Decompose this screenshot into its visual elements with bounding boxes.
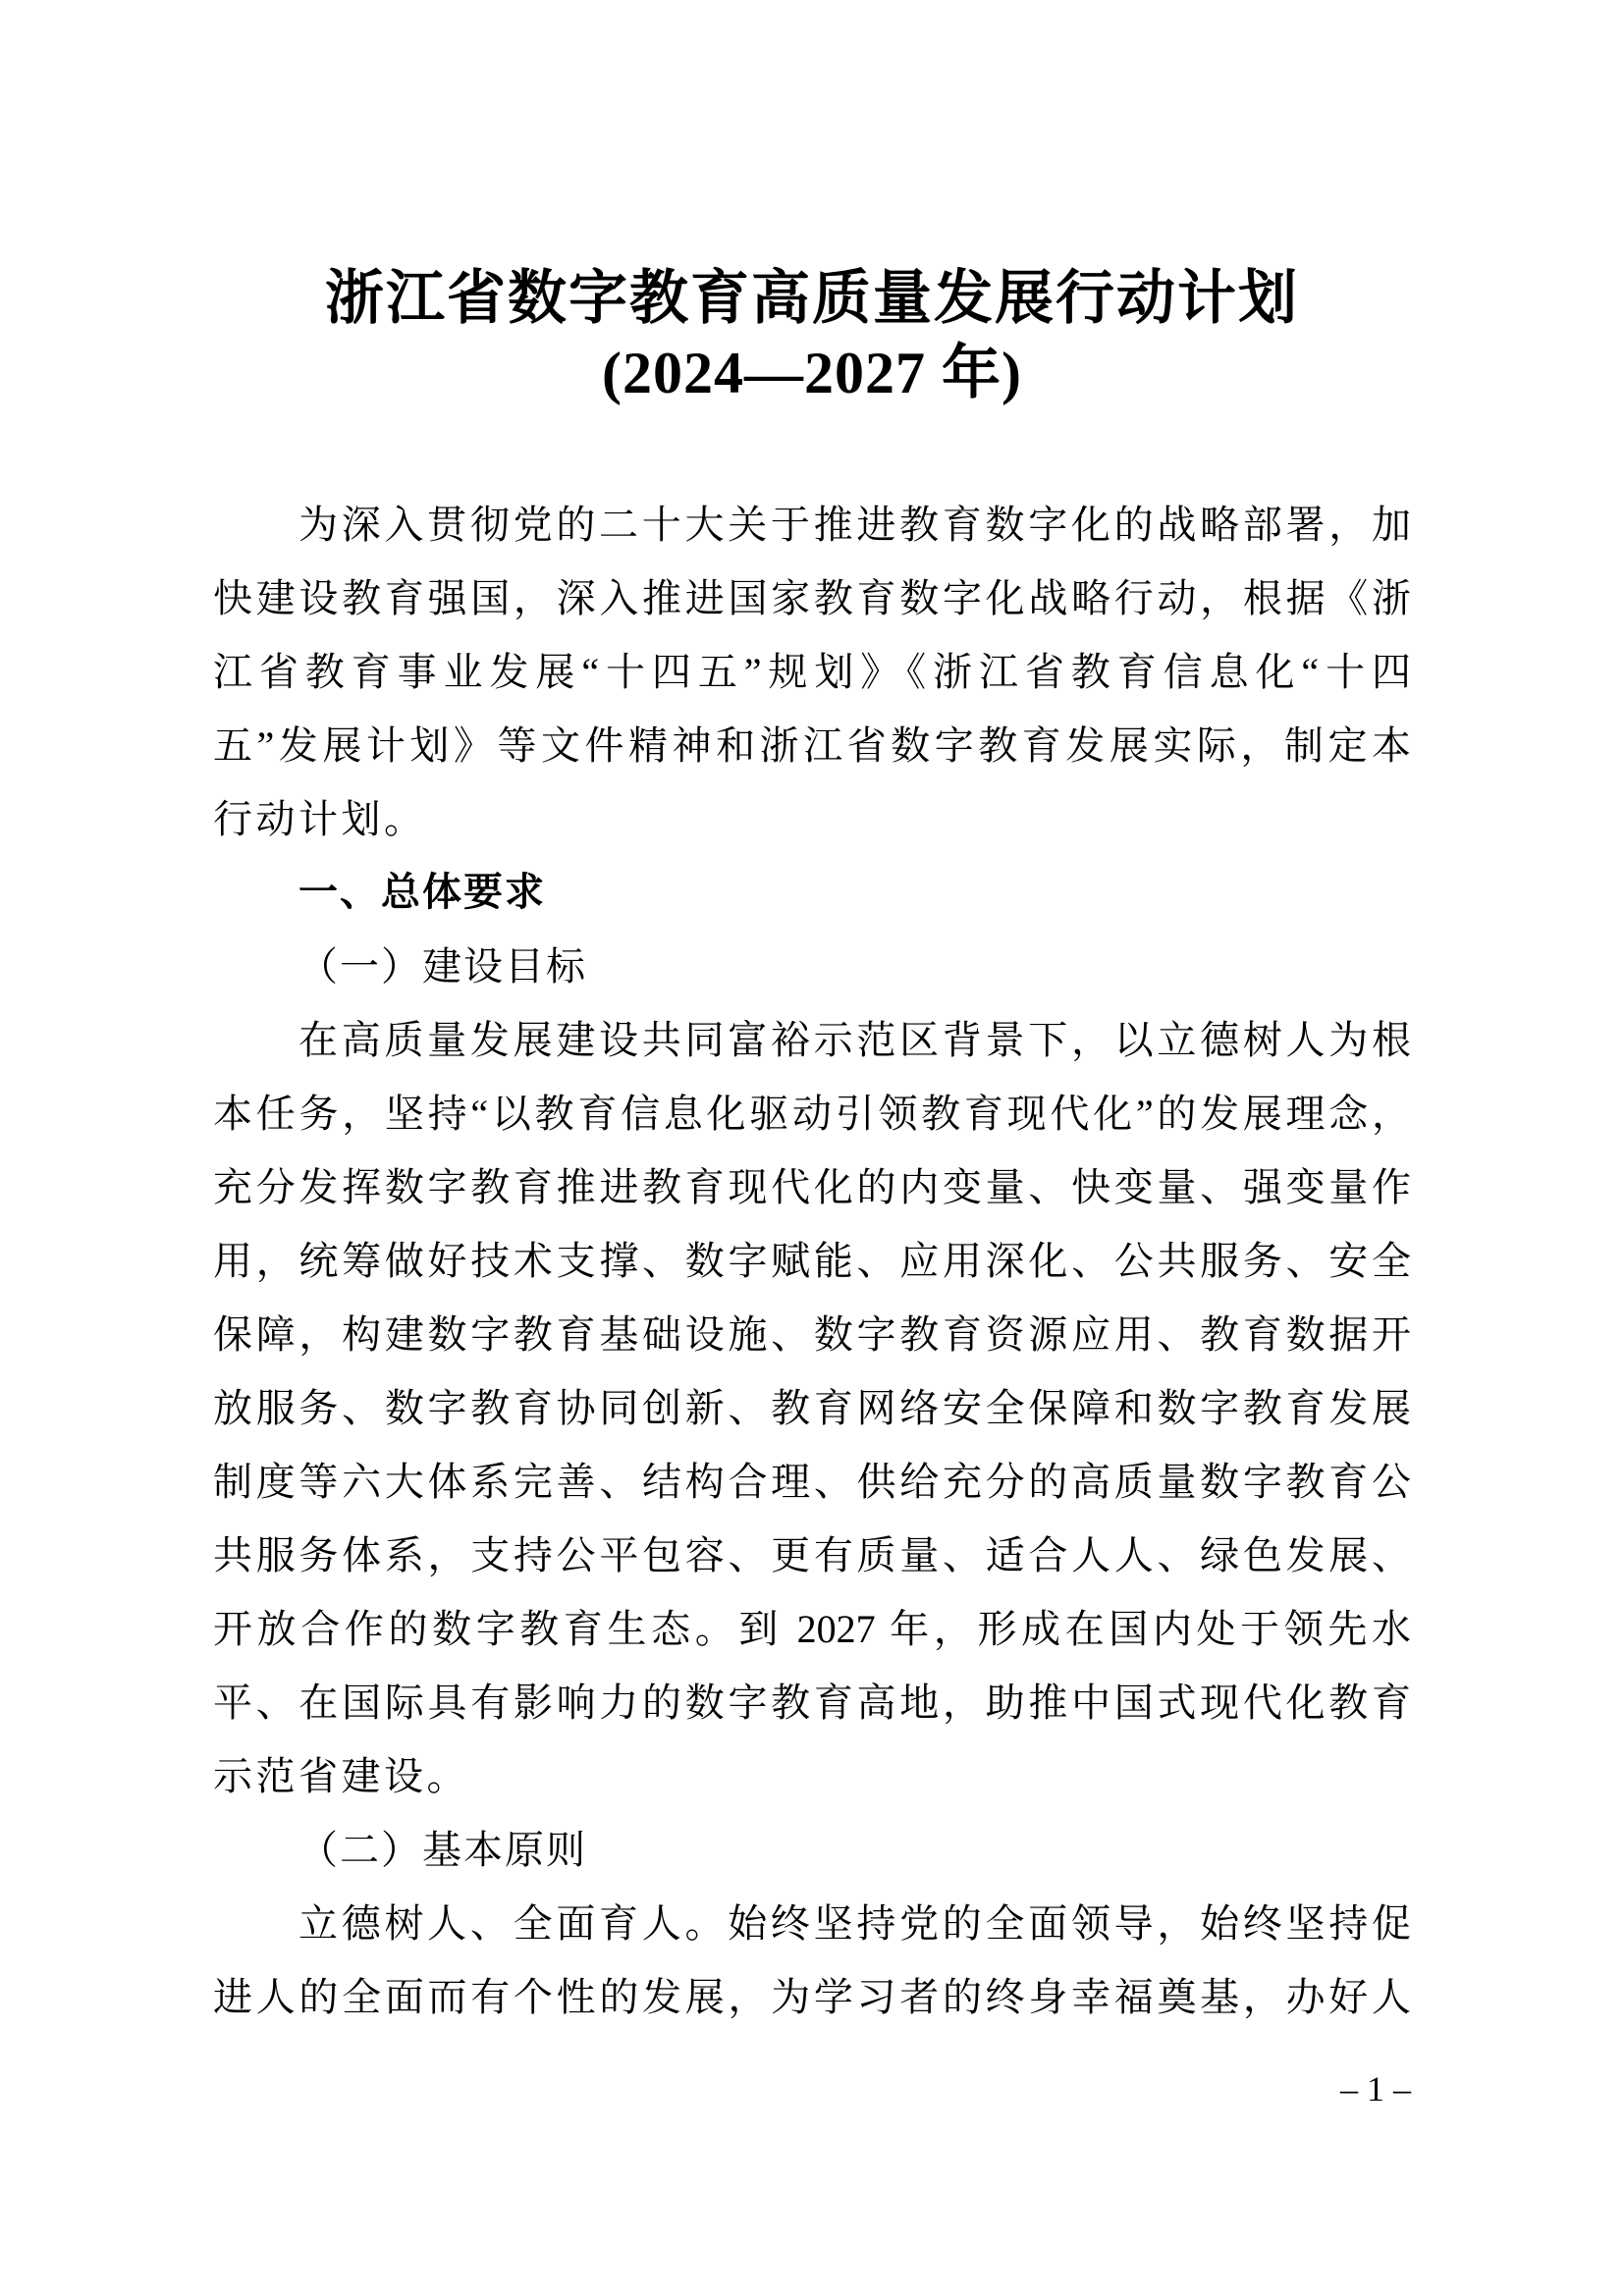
body-line: 江省教育事业发展“十四五”规划》《浙江省教育信息化“十四 [213, 650, 1411, 694]
body-line: 开放合作的数字教育生态。到 2027 年，形成在国内处于领先水 [213, 1607, 1411, 1651]
document-title: 浙江省数字教育高质量发展行动计划 [325, 265, 1299, 331]
body-line: 行动计划。 [213, 797, 427, 841]
body-line: 示范省建设。 [213, 1754, 469, 1798]
body-line: 本任务，坚持“以教育信息化驱动引领教育现代化”的发展理念， [213, 1092, 1411, 1136]
body-line: 进人的全面而有个性的发展，为学习者的终身幸福奠基，办好人 [213, 1975, 1411, 2019]
body-line: 为深入贯彻党的二十大关于推进教育数字化的战略部署，加 [298, 503, 1411, 547]
subsection-heading: （二）基本原则 [298, 1828, 587, 1872]
page-number: – 1 – [1340, 2069, 1411, 2109]
body-line: 共服务体系，支持公平包容、更有质量、适合人人、绿色发展、 [213, 1533, 1411, 1577]
body-line: 放服务、数字教育协同创新、教育网络安全保障和数字教育发展 [213, 1386, 1411, 1430]
document-body [213, 488, 1411, 2034]
body-line: 平、在国际具有影响力的数字教育高地，助推中国式现代化教育 [213, 1681, 1411, 1725]
body-line: 立德树人、全面育人。始终坚持党的全面领导，始终坚持促 [298, 1901, 1411, 1946]
body-line: 制度等六大体系完善、结构合理、供给充分的高质量数字教育公 [213, 1460, 1411, 1504]
document-title-year-range: (2024—2027 年) [602, 341, 1022, 405]
body-line: 充分发挥数字教育推进教育现代化的内变量、快变量、强变量作 [213, 1165, 1411, 1209]
body-line: 在高质量发展建设共同富裕示范区背景下，以立德树人为根 [298, 1018, 1411, 1062]
body-line: 五”发展计划》等文件精神和浙江省数字教育发展实际，制定本 [213, 723, 1411, 768]
document-title-block [213, 0, 1411, 411]
subsection-heading: （一）建设目标 [298, 944, 587, 988]
section-heading: 一、总体要求 [298, 871, 546, 914]
body-line: 保障，构建数字教育基础设施、数字教育资源应用、教育数据开 [213, 1312, 1411, 1357]
body-line: 用，统筹做好技术支撑、数字赋能、应用深化、公共服务、安全 [213, 1239, 1411, 1283]
body-line: 快建设教育强国，深入推进国家教育数字化战略行动，根据《浙 [213, 576, 1411, 620]
